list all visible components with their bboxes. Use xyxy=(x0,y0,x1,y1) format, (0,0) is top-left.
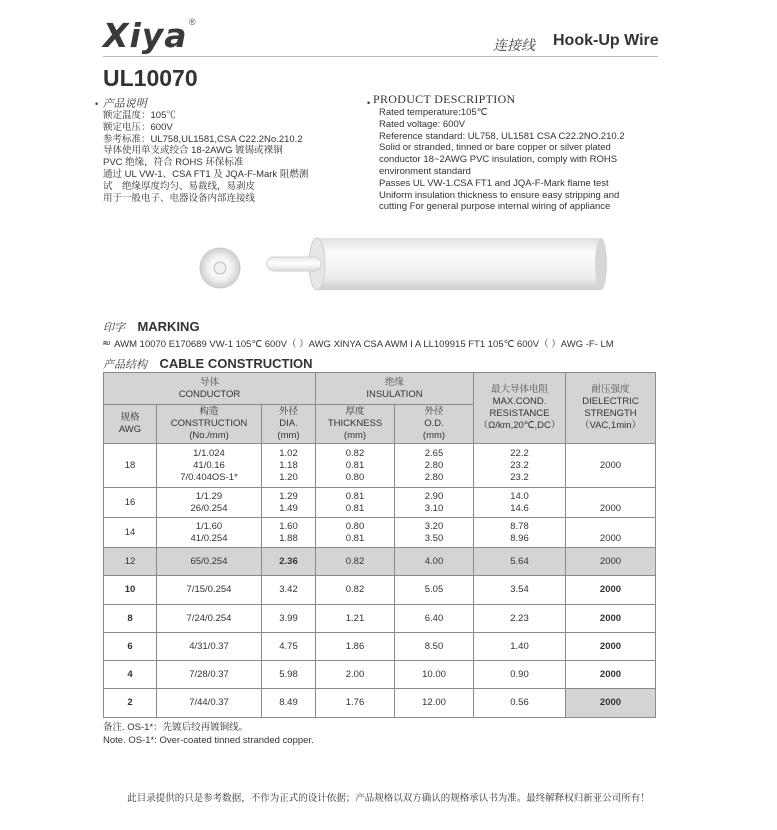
cell-thick: 0.82 xyxy=(316,548,395,576)
table-row xyxy=(104,633,656,661)
wire-side-view xyxy=(267,238,607,290)
cell-od: 5.05 xyxy=(395,576,474,605)
table-row xyxy=(104,661,656,689)
bullet-icon: • xyxy=(367,98,371,108)
table-row xyxy=(104,444,656,488)
cell-od: 8.50 xyxy=(395,633,474,661)
desc-cn-body xyxy=(103,110,363,204)
cell-od: 4.00 xyxy=(395,548,474,576)
cell-thick: 0.80 0.81 xyxy=(316,518,395,548)
desc-cn-line: 试 绝缘厚度均匀、易裁线，易剥皮 xyxy=(103,180,256,192)
cell-vac: 2000 xyxy=(566,576,656,605)
cell-awg: 4 xyxy=(104,661,157,689)
desc-cn-line: PVC 绝缘，符合 ROHS 环保标准 xyxy=(103,157,244,169)
cell-thick: 0.82 xyxy=(316,576,395,605)
insulation-header: 绝缘 INSULATION xyxy=(316,373,474,405)
header-divider xyxy=(103,56,658,57)
marking-header xyxy=(103,318,200,336)
cell-construction: 7/28/0.37 xyxy=(157,661,262,689)
marking-title-en: MARKING xyxy=(137,319,200,334)
brand-logo: Xiya xyxy=(103,16,188,55)
cell-awg: 10 xyxy=(104,576,157,605)
desc-cn-line: 导体使用单支或绞合 18-2AWG 镀锡或裸铜 xyxy=(103,145,283,157)
note-en: Note. OS-1*: Over-coated tinned stranded copper. xyxy=(103,734,314,746)
desc-cn-line: 通过 UL VW-1、CSA FT1 及 JQA-F-Mark 阻燃测 xyxy=(103,168,309,180)
desc-en-body xyxy=(379,107,669,213)
table-row xyxy=(104,548,656,576)
cell-vac: 2000 xyxy=(566,661,656,689)
construction-col-header: 构造 CONSTRUCTION (No./mm) xyxy=(157,405,262,444)
model-number: UL10070 xyxy=(103,65,198,91)
note-cn: 备注. OS-1*：先镀后绞再镀铜线。 xyxy=(103,722,249,733)
cell-construction: 7/44/0.37 xyxy=(157,689,262,718)
marking-title-cn: 印字 xyxy=(103,321,125,334)
cell-dia: 1.02 1.18 1.20 xyxy=(262,444,316,488)
cell-res: 22.2 23.2 23.2 xyxy=(474,444,566,488)
registered-mark: ® xyxy=(189,17,196,27)
awg-header: 规格 AWG xyxy=(104,405,157,444)
cell-thick: 1.21 xyxy=(316,605,395,633)
cell-res: 8.78 8.96 xyxy=(474,518,566,548)
cell-construction: 4/31/0.37 xyxy=(157,633,262,661)
table-row xyxy=(104,488,656,518)
cell-dia: 5.98 xyxy=(262,661,316,689)
table-row xyxy=(104,605,656,633)
ul-recognized-icon: ᴿᵁ xyxy=(103,340,110,349)
bullet-icon: • xyxy=(95,99,99,109)
cell-awg: 18 xyxy=(104,444,157,488)
construction-table xyxy=(103,372,656,718)
resistance-header: 最大导体电阻 MAX.COND. RESISTANCE （Ω/km,20℃,DC） xyxy=(474,373,566,444)
cell-od: 3.20 3.50 xyxy=(395,518,474,548)
marking-text: AWM 10070 E170689 VW-1 105℃ 600V（ ）AWG XINYA CSA AWM I A LL109915 FT1 105℃ 600V（ ）AWG -F- LM xyxy=(114,339,614,350)
table-notes xyxy=(103,722,314,747)
cell-awg: 8 xyxy=(104,605,157,633)
cell-dia: 3.99 xyxy=(262,605,316,633)
cell-od: 2.65 2.80 2.80 xyxy=(395,444,474,488)
cell-construction: 1/1.024 41/0.16 7/0.404OS-1* xyxy=(157,444,262,488)
construction-header xyxy=(103,355,313,373)
cell-construction: 1/1.60 41/0.254 xyxy=(157,518,262,548)
construction-title-en: CABLE CONSTRUCTION xyxy=(159,356,313,371)
cell-thick: 0.82 0.81 0.80 xyxy=(316,444,395,488)
conductor-header: 导体 CONDUCTOR xyxy=(104,373,316,405)
cell-awg: 2 xyxy=(104,689,157,718)
cell-res: 0.56 xyxy=(474,689,566,718)
desc-en-line: Passes UL VW-1.CSA FT1 and JQA-F-Mark flame test xyxy=(379,177,609,189)
cell-dia: 4.75 xyxy=(262,633,316,661)
desc-cn-line: 额定电压：600V xyxy=(103,121,173,133)
desc-en-section xyxy=(367,93,370,111)
table-body xyxy=(104,444,656,718)
desc-en-line: Rated temperature:105℃ xyxy=(379,107,488,118)
marking-text-line xyxy=(103,336,614,350)
desc-cn-line: 额定温度：105℃ xyxy=(103,110,176,121)
cell-res: 2.23 xyxy=(474,605,566,633)
cell-vac: 2000 xyxy=(566,444,656,488)
cell-dia: 1.29 1.49 xyxy=(262,488,316,518)
cell-res: 3.54 xyxy=(474,576,566,605)
desc-cn-line: 用于一般电子、电器设备内部连接线 xyxy=(103,192,256,204)
cell-construction: 1/1.29 26/0.254 xyxy=(157,488,262,518)
cell-vac: 2000 xyxy=(566,689,656,718)
table-header-row xyxy=(104,373,656,405)
cell-awg: 16 xyxy=(104,488,157,518)
wire-illustration xyxy=(195,232,615,304)
cell-vac: 2000 xyxy=(566,548,656,576)
cell-dia: 8.49 xyxy=(262,689,316,718)
desc-en-line: Solid or stranded, tinned or bare copper or silver plated xyxy=(379,142,611,154)
table-row xyxy=(104,576,656,605)
cell-res: 1.40 xyxy=(474,633,566,661)
cell-od: 2.90 3.10 xyxy=(395,488,474,518)
cell-awg: 14 xyxy=(104,518,157,548)
cell-dia: 1.60 1.88 xyxy=(262,518,316,548)
od-header: 外径 O.D. (mm) xyxy=(395,405,474,444)
header-title-cn: 连接线 xyxy=(493,38,535,54)
cell-od: 6.40 xyxy=(395,605,474,633)
cell-res: 14.0 14.6 xyxy=(474,488,566,518)
thickness-header: 厚度 THICKNESS (mm) xyxy=(316,405,395,444)
cell-construction: 7/15/0.254 xyxy=(157,576,262,605)
cell-vac: 2000 xyxy=(566,488,656,518)
desc-en-line: conductor 18~2AWG PVC insulation, comply with ROHS xyxy=(379,154,618,166)
cell-od: 10.00 xyxy=(395,661,474,689)
cell-construction: 65/0.254 xyxy=(157,548,262,576)
dia-header: 外径 DIA. (mm) xyxy=(262,405,316,444)
table-row xyxy=(104,689,656,718)
cell-vac: 2000 xyxy=(566,633,656,661)
cell-awg: 6 xyxy=(104,633,157,661)
wire-end-view xyxy=(200,248,240,288)
cell-od: 12.00 xyxy=(395,689,474,718)
header-title-en: Hook-Up Wire xyxy=(553,32,659,49)
desc-cn-line: 参考标准：UL758,UL1581,CSA C22.2No.210.2 xyxy=(103,133,303,145)
cell-dia: 2.36 xyxy=(262,548,316,576)
desc-en-line: Reference standard: UL758, UL1581 CSA C22.2NO.210.2 xyxy=(379,130,625,142)
cell-res: 5.64 xyxy=(474,548,566,576)
construction-title-cn: 产品结构 xyxy=(103,358,147,371)
cell-thick: 1.76 xyxy=(316,689,395,718)
cell-thick: 2.00 xyxy=(316,661,395,689)
cell-vac: 2000 xyxy=(566,605,656,633)
strength-header: 耐压强度 DIELECTRIC STRENGTH （VAC,1min） xyxy=(566,373,656,444)
cell-thick: 1.86 xyxy=(316,633,395,661)
desc-en-line: Uniform insulation thickness to ensure easy stripping and xyxy=(379,189,620,201)
cell-construction: 7/24/0.254 xyxy=(157,605,262,633)
cell-res: 0.90 xyxy=(474,661,566,689)
cell-vac: 2000 xyxy=(566,518,656,548)
cell-awg: 12 xyxy=(104,548,157,576)
desc-en-line: cutting For general purpose internal wiring of appliance xyxy=(379,201,611,213)
cell-thick: 0.81 0.81 xyxy=(316,488,395,518)
desc-cn-title: 产品说明 xyxy=(102,97,147,110)
desc-en-line: environment standard xyxy=(379,165,471,177)
disclaimer-footer: 此目录提供的只是参考数据，不作为正式的设计依据；产品规格以双方确认的规格承认书为准。最终解释权归新亚公司所有！ xyxy=(127,793,650,804)
cell-dia: 3.42 xyxy=(262,576,316,605)
desc-en-line: Rated voltage: 600V xyxy=(379,118,466,130)
desc-en-title: PRODUCT DESCRIPTION xyxy=(373,92,516,106)
table-row xyxy=(104,518,656,548)
